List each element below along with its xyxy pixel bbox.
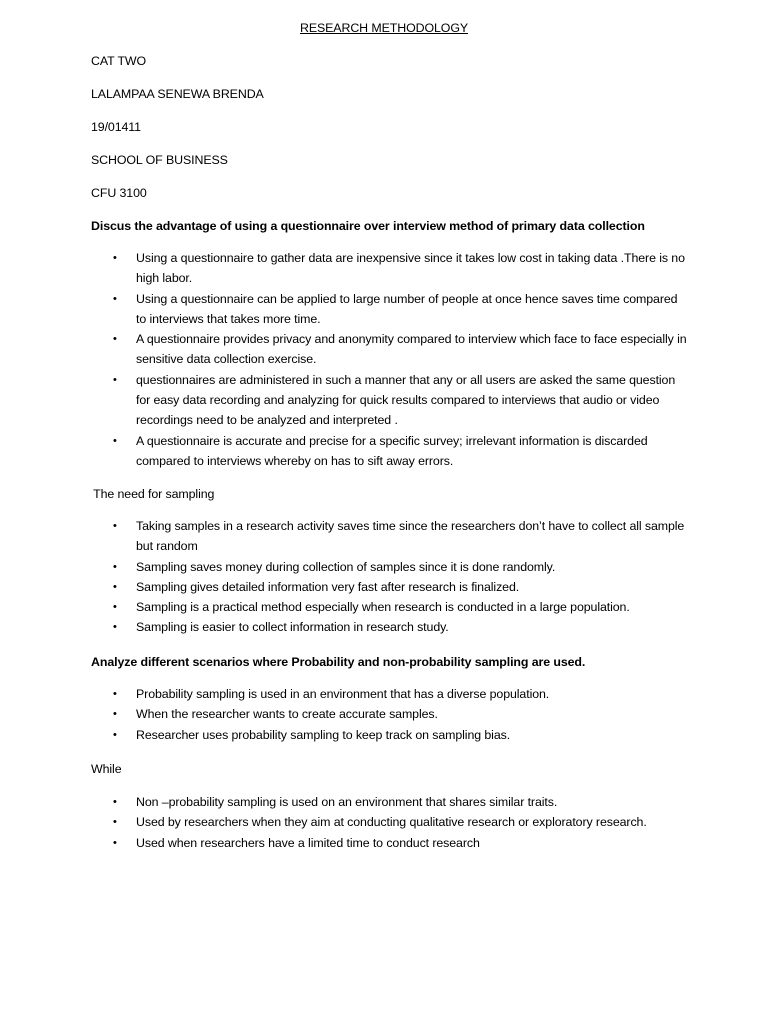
question-3-heading: Analyze different scenarios where Probability and non-probability sampling are used. xyxy=(91,655,586,669)
document-title: RESEARCH METHODOLOGY xyxy=(299,21,469,35)
list-item: • Used when researchers have a limited time to conduct research xyxy=(0,833,688,853)
while-label: While xyxy=(91,762,122,776)
list-item: • Sampling gives detailed information very fast after research is finalized. xyxy=(0,577,688,597)
question-1-list xyxy=(0,248,768,471)
question-3-list-2 xyxy=(0,792,768,853)
question-3-list xyxy=(0,684,768,745)
bullet-icon: • xyxy=(113,728,117,741)
bullet-icon: • xyxy=(113,434,117,447)
list-item: • Probability sampling is used in an environment that has a diverse population. xyxy=(0,684,688,704)
question-2-list xyxy=(0,516,768,638)
list-item: • Using a questionnaire to gather data are inexpensive since it takes low cost in taking data .There is no high labor. xyxy=(0,248,688,289)
bullet-icon: • xyxy=(113,520,117,532)
list-item: • Taking samples in a research activity saves time since the researchers don’t have to collect all sample but random xyxy=(0,516,688,557)
bullet-icon: • xyxy=(113,292,117,305)
bullet-icon: • xyxy=(113,333,117,346)
header-line-school: SCHOOL OF BUSINESS xyxy=(91,153,228,167)
bullet-icon: • xyxy=(113,580,117,593)
bullet-icon: • xyxy=(113,708,117,721)
list-item: • questionnaires are administered in such a manner that any or all users are asked the same question for easy data recording and analyzing for quick results compared to interviews that audio or video recordings need to be analyzed and interpreted . xyxy=(0,370,688,431)
question-2-heading: The need for sampling xyxy=(90,487,215,501)
list-item: • When the researcher wants to create accurate samples. xyxy=(0,704,688,724)
bullet-icon: • xyxy=(113,836,117,849)
bullet-icon: • xyxy=(113,796,117,808)
list-item: • Sampling saves money during collection of samples since it is done randomly. xyxy=(0,557,688,577)
bullet-icon: • xyxy=(113,621,117,634)
bullet-icon: • xyxy=(113,560,117,573)
header-line-name: LALAMPAA SENEWA BRENDA xyxy=(91,87,264,101)
list-item: • Non –probability sampling is used on an environment that shares similar traits. xyxy=(0,792,688,812)
bullet-icon: • xyxy=(113,373,117,386)
list-item: • A questionnaire provides privacy and anonymity compared to interview which face to face especially in sensitive data collection exercise. xyxy=(0,329,688,370)
list-item: • Using a questionnaire can be applied to large number of people at once hence saves time compared to interviews that takes more time. xyxy=(0,289,688,330)
header-line-reg-number: 19/01411 xyxy=(91,120,141,134)
list-item: • Researcher uses probability sampling to keep track on sampling bias. xyxy=(0,725,688,745)
bullet-icon: • xyxy=(113,816,117,829)
list-item: • Sampling is a practical method especially when research is conducted in a large population. xyxy=(0,597,688,617)
bullet-icon: • xyxy=(113,252,117,264)
list-item: • A questionnaire is accurate and precise for a specific survey; irrelevant information is discarded compared to interviews whereby on has to sift away errors. xyxy=(0,431,688,472)
bullet-icon: • xyxy=(113,601,117,614)
list-item: • Used by researchers when they aim at conducting qualitative research or exploratory research. xyxy=(0,812,688,832)
bullet-icon: • xyxy=(113,688,117,700)
question-1-heading: Discus the advantage of using a questionnaire over interview method of primary data collection xyxy=(91,219,645,233)
header-line-cat: CAT TWO xyxy=(91,54,147,68)
list-item: • Sampling is easier to collect information in research study. xyxy=(0,617,688,637)
header-line-course-code: CFU 3100 xyxy=(91,186,147,200)
